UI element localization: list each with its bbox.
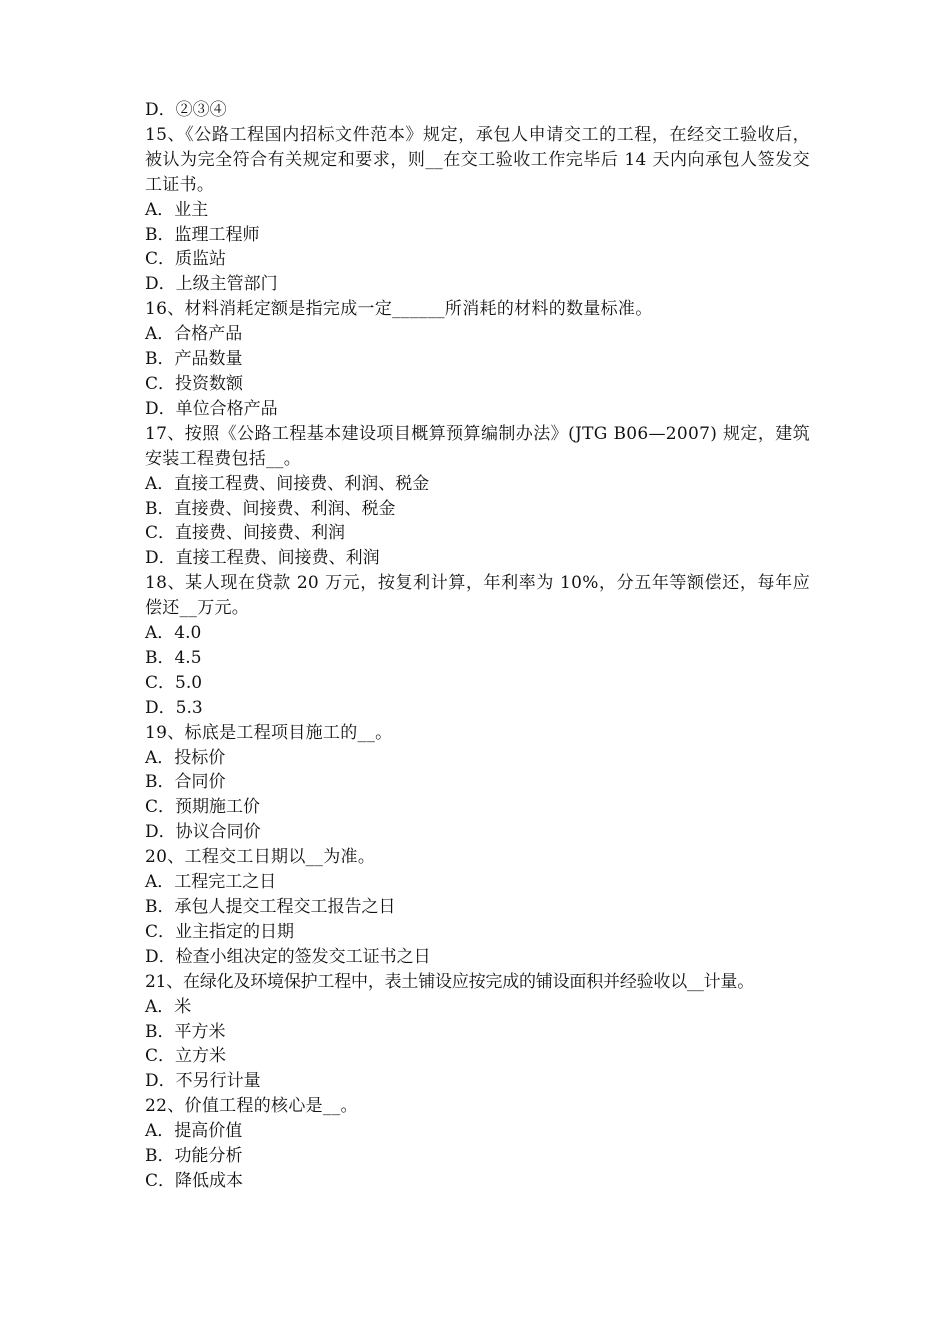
option-line: C．投资数额 xyxy=(145,373,244,394)
option-line: C．质监站 xyxy=(145,249,227,270)
option-line: B．产品数量 xyxy=(145,349,243,370)
question-15: 15、《公路工程国内招标文件范本》规定，承包人申请交工的工程，在经交工验收后，被认为完全符合有关规定和要求，则__在交工验收工作完毕后 14 天内向承包人签发交工证书。 xyxy=(145,124,810,195)
option-line: C．业主指定的日期 xyxy=(145,921,295,942)
option-line: B．监理工程师 xyxy=(145,224,260,245)
option-line: B．直接费、间接费、利润、税金 xyxy=(145,498,396,519)
option-line: A．4.0 xyxy=(145,623,202,644)
option-line: B．承包人提交工程交工报告之日 xyxy=(145,897,396,917)
option-line: A．提高价值 xyxy=(145,1121,243,1142)
option-line: C．立方米 xyxy=(145,1046,227,1067)
option-line: D．检查小组决定的签发交工证书之日 xyxy=(145,946,431,967)
question-22: 22、价值工程的核心是__。 xyxy=(145,1096,358,1117)
option-line: B．功能分析 xyxy=(145,1146,243,1167)
option-line: C．预期施工价 xyxy=(145,797,261,818)
option-line: D．单位合格产品 xyxy=(145,398,278,419)
document-page xyxy=(145,98,810,1194)
option-line: D．上级主管部门 xyxy=(145,274,278,295)
question-16: 16、材料消耗定额是指完成一定______所消耗的材料的数量标准。 xyxy=(145,299,653,320)
option-line: A．米 xyxy=(145,996,192,1017)
option-line: A．投标价 xyxy=(145,747,226,768)
option-line: D．②③④ xyxy=(145,100,227,120)
option-line: A．直接工程费、间接费、利润、税金 xyxy=(145,473,430,494)
option-line: B．4.5 xyxy=(145,647,202,668)
option-line: D．协议合同价 xyxy=(145,822,261,843)
option-line: B．合同价 xyxy=(145,772,226,793)
option-line: C．降低成本 xyxy=(145,1170,244,1191)
option-line: A．合格产品 xyxy=(145,324,243,345)
option-line: C．直接费、间接费、利润 xyxy=(145,523,346,544)
question-21: 21、在绿化及环境保护工程中，表土铺设应按完成的铺设面积并经验收以__计量。 xyxy=(145,971,755,992)
option-line: A．工程完工之日 xyxy=(145,872,277,893)
question-18: 18、某人现在贷款 20 万元，按复利计算，年利率为 10%，分五年等额偿还，每年应偿还__万元。 xyxy=(145,573,810,619)
question-19: 19、标底是工程项目施工的__。 xyxy=(145,722,393,743)
option-line: D．直接工程费、间接费、利润 xyxy=(145,548,380,569)
question-17: 17、按照《公路工程基本建设项目概算预算编制办法》(JTG B06—2007) 规定，建筑安装工程费包括__。 xyxy=(145,423,810,469)
option-line: B．平方米 xyxy=(145,1021,226,1042)
question-20: 20、工程交工日期以__为准。 xyxy=(145,847,376,868)
option-line: C．5.0 xyxy=(145,672,203,693)
option-line: D．5.3 xyxy=(145,697,203,718)
option-line: A．业主 xyxy=(145,199,209,220)
option-line: D．不另行计量 xyxy=(145,1071,261,1092)
